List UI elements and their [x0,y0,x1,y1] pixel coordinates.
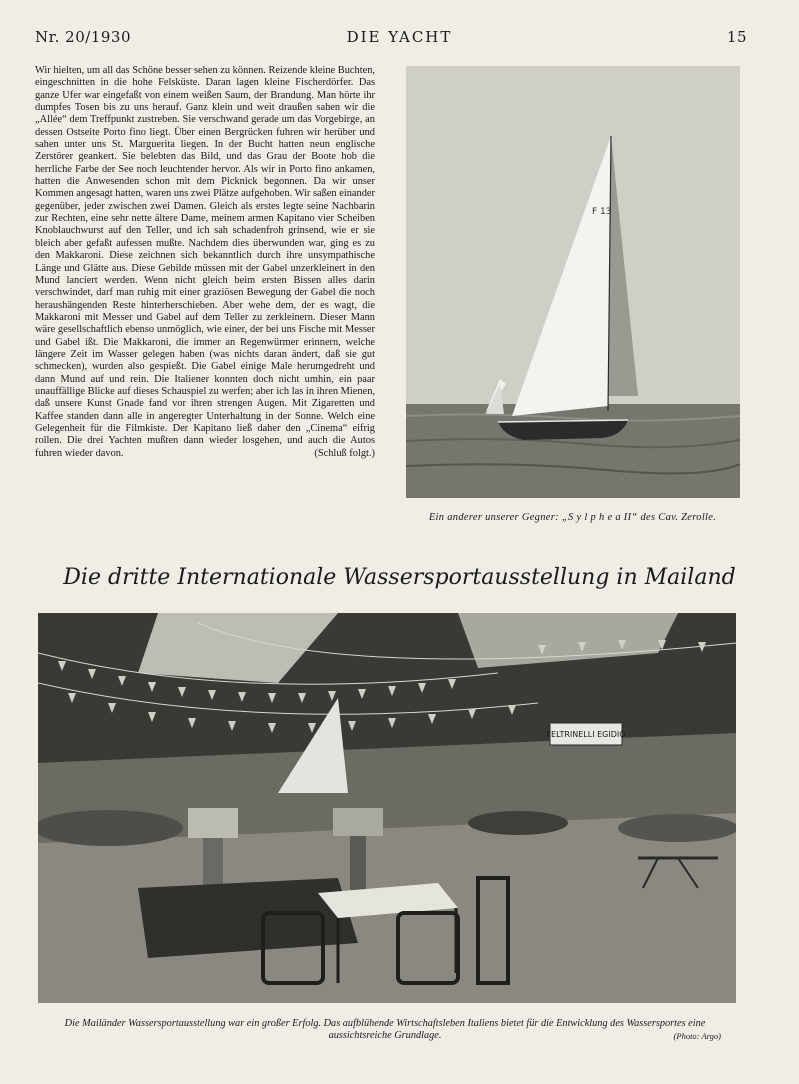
exhibition-photo [38,613,736,1003]
magazine-title: DIE YACHT [346,28,453,46]
sailboat-photo [406,66,740,498]
sailboat-caption: Ein anderer unserer Gegner: „S y l p h e a II“ des Cav. Zerolle. [428,512,717,523]
article-body: Wir hielten, um all das Schöne besser sehen zu können. Reizende kleine Buchten, eingeschnitten in die hohe Felsküste. Daran lagen kleine Fischerdörfer. Das ganze Ufer war eingefaßt von einem weißen Saum, der Brandung. Man hörte ihr dumpfes Tosen bis zu uns herauf. Ganz klein und weit draußen sahen wir die „Allée“ dem Treffpunkt zustreben. Sie verschwand gerade um das Vorgebirge, an dessen Ostseite Porto fino liegt. Über einen Bergrücken fuhren wir herüber und sahen unter uns St. Marguerita liegen. In der Bucht hatten neun englische Zerstörer geankert. Sie belebten das Bild, und das Grau der Boote hob die herrliche Farbe der See noch leuchtender hervor. Als wir in Porto fino ankamen, hatten die Anwesenden schon mit dem Picknick begonnen. Da wir unser Kommen angesagt hatten, waren uns zwei Plätze aufgehoben. Wir saßen einander gegenüber, jeder zwischen zwei Damen. Gleich als erstes legte seine Nachbarin zur Rechten, eine sehr nette ältere Dame, meinem armen Kapitano vier Scheiben Knoblauchwurst auf den Teller, und ich sah schadenfroh grinsend, wie er sie bleich aber gefaßt aufessen mußte. Nachdem dies überwunden war, ging es zu den Makkaroni. Diese zeichnen sich bekanntlich durch ihre unsympathische Länge und Glätte aus. Diese Gebilde müssen mit der Gabel unzerkleinert in den Mund lanciert werden. Wenn nicht gleich beim ersten Bissen alles darin verschwindet, darf man ruhig mit einer graziösen Bewegung der Gabel die noch heraushängenden Reste hinterherschieben. Aber wehe dem, der es wagt, die Makkaroni mit Messer und Gabel auf dem Teller zu zerkleinern. Dieser Mann wäre gesellschaftlich ebenso unmöglich, wie einer, der bei uns Fische mit Messer und Gabel ißt. Die Makkaroni, die immer an Regenwürmer erinnern, welche längere Zeit im Wasser gelegen haben (was nichts daran ändert, daß sie gut schmecken), wurden also gespießt. Die Gabel einige Male herumgedreht und dann Mund auf und rein. Die Italiener konnten doch nicht umhin, ein paar unauffällige Blicke auf dieses Schauspiel zu werfen; aber ich las in ihren Mienen, daß unsere Kunst Gnade fand vor ihren strengen Augen. Mit Zigaretten und Kaffee standen dann alle in angeregter Unterhaltung in der Sonne. Welch eine Gelegenheit für die Filmkiste. Der Kapitano ließ daher den „Cinema“ eifrig rollen. Die drei Yachten mußten dann wieder losgehen, und auch die Autos fuhren wieder davon. (Schluß folgt.) [35,65,375,459]
photo-credit: (Photo: Argo) [673,1031,721,1041]
sail-number: F 13 [592,207,612,217]
article-text-column [35,65,375,460]
exhibition-caption: Die Mailänder Wassersportausstellung war ein großer Erfolg. Das aufblühende Wirtschaftsleben Italiens bietet für die Entwicklung des Wassersportes eine aussichtsreiche Grundlage. [64,1018,706,1041]
sailboat-illustration [406,66,740,498]
section-headline: Die dritte Internationale Wassersportausstellung in Mailand [63,565,736,590]
continuation-note: (Schluß folgt.) [314,447,375,459]
issue-number: Nr. 20/1930 [35,28,131,46]
exhibition-hall-illustration [38,613,736,1003]
page-number: 15 [726,28,747,46]
exhibitor-banner: FELTRINELLI EGIDIO [546,730,626,739]
